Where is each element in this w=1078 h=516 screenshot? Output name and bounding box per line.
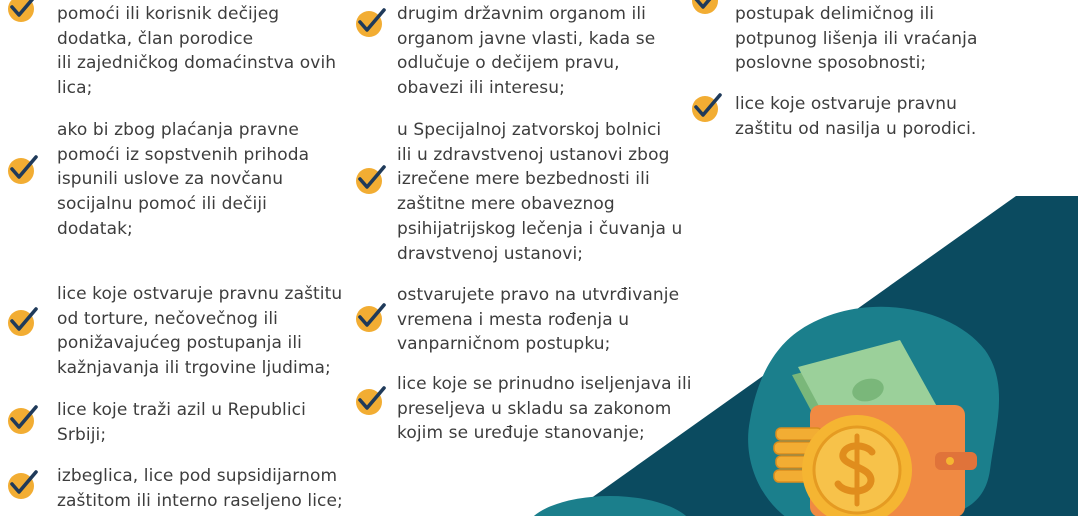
check-icon [6, 0, 40, 24]
check-icon [6, 402, 40, 436]
list-item-text: drugim državnim organom ili organom javne vlasti, kada se odlučuje o dečijem pravu, obavezi ili interesu; [397, 4, 656, 99]
list-item-text: lice koje se prinudno iseljenjava ili preseljeva u skladu sa zakonom kojim se uređuje stanovanje; [397, 374, 692, 444]
check-icon [690, 90, 724, 124]
list-item-text: pomoći ili korisnik dečijeg dodatka, član porodice ili zajedničkog domaćinstva ovih lica; [57, 4, 337, 99]
check-icon [354, 383, 388, 417]
list-item-text: ostvarujete pravo na utvrđivanje vremena i mesta rođenja u vanparničnom postupku; [397, 285, 680, 355]
list-item-text: lice koje ostvaruje pravnu zaštitu od torture, nečovečnog ili ponižavajućeg postupanja ili kažnjavanja ili trgovine ljudima; [57, 284, 343, 379]
list-item-text: u Specijalnoj zatvorskoj bolnici ili u zdravstvenoj ustanovi zbog izrečene mere bezbednosti ili zaštitne mere obaveznog psihijatrijskog lečenja i čuvanja u dravstvenoj ustanovi; [397, 120, 683, 264]
list-item-text: postupak delimičnog ili potpunog lišenja ili vraćanja poslovne sposobnosti; [735, 4, 978, 74]
check-icon [6, 152, 40, 186]
check-icon [354, 5, 388, 39]
list-item-text: lice koje ostvaruje pravnu zaštitu od nasilja u porodici. [735, 94, 977, 139]
check-icon [6, 304, 40, 338]
check-icon [6, 467, 40, 501]
list-item-text: lice koje traži azil u Republici Srbiji; [57, 400, 306, 445]
list-item-text: ako bi zbog plaćanja pravne pomoći iz sopstvenih prihoda ispunili uslove za novčanu socijalnu pomoć ili dečiji dodatak; [57, 120, 310, 239]
check-icon [354, 162, 388, 196]
check-icon [690, 0, 724, 16]
check-icon [354, 300, 388, 334]
list-item-text: izbeglica, lice pod supsidijarnom zaštitom ili interno raseljeno lice; [57, 466, 343, 511]
